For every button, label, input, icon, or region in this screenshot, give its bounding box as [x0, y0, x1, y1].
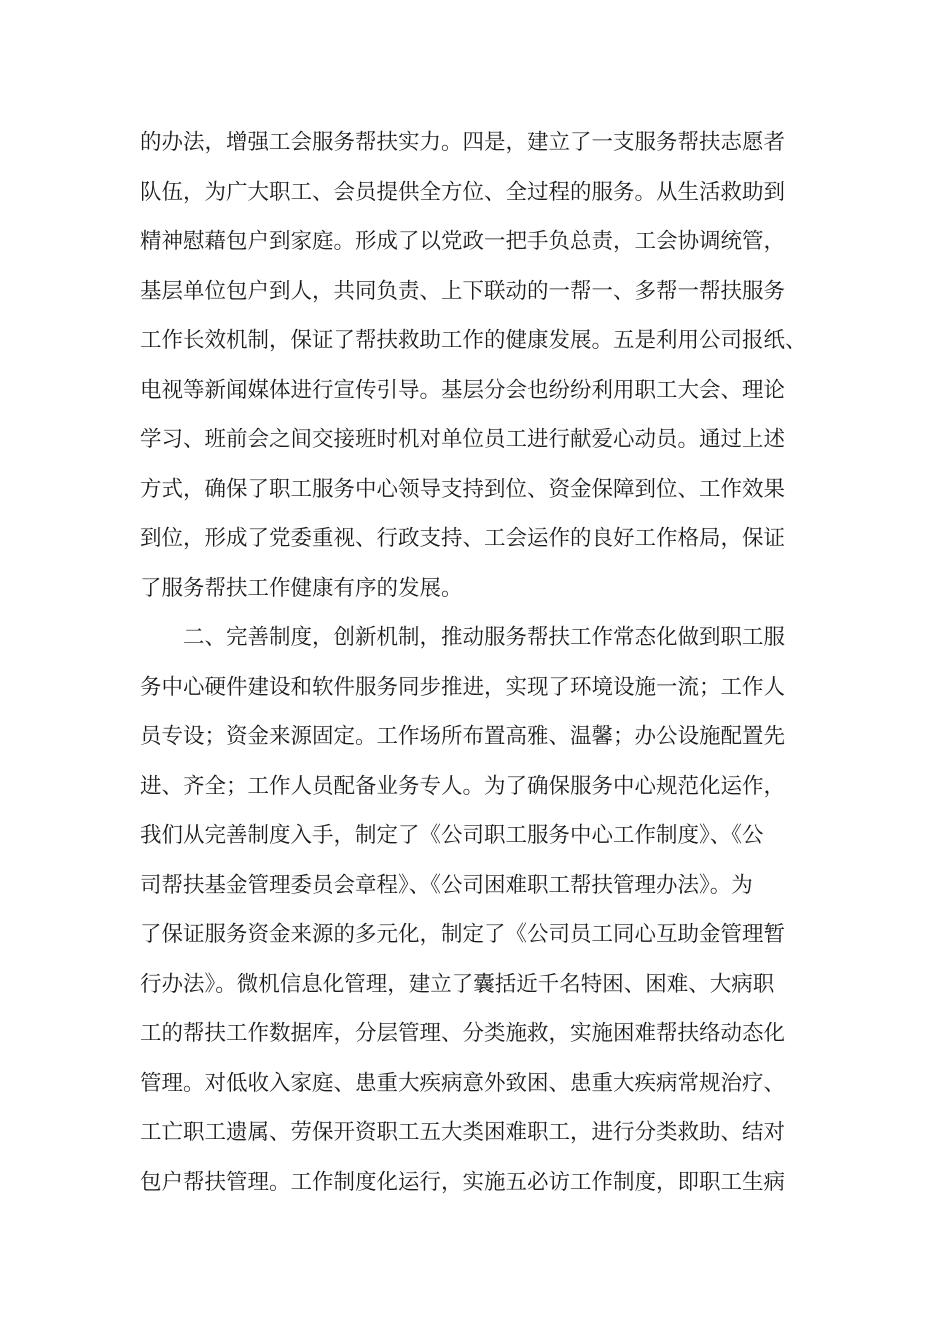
text-line: 电视等新闻媒体进行宣传引导。基层分会也纷纷利用职工大会、理论 — [140, 377, 786, 403]
text-line: 到位，形成了党委重视、行政支持、工会运作的良好工作格局，保证 — [140, 526, 786, 551]
text-line: 行办法》。微机信息化管理，建立了囊括近千名特困、困难、大病职 — [140, 971, 775, 997]
text-line: 学习、班前会之间交接班时机对单位员工进行献爱心动员。通过上述 — [140, 427, 786, 452]
body-text — [140, 118, 830, 1207]
text-line: 务中心硬件建设和软件服务同步推进，实现了环境设施一流；工作人 — [140, 674, 786, 700]
text-line: 工亡职工遗属、劳保开资职工五大类困难职工，进行分类救助、结对 — [140, 1120, 786, 1145]
text-line: 管理。对低收入家庭、患重大疾病意外致困、患重大疾病常规治疗、 — [140, 1070, 786, 1096]
text-line: 包户帮扶管理。工作制度化运行，实施五必访工作制度，即职工生病 — [140, 1169, 786, 1195]
text-line: 司帮扶基金管理委员会章程》、《公司困难职工帮扶管理办法》。为 — [140, 872, 753, 898]
paragraph-first-line: 二、完善制度，创新机制，推动服务帮扶工作常态化做到职工服 — [183, 625, 786, 650]
text-line: 我们从完善制度入手，制定了《公司职工服务中心工作制度》、《公 — [140, 823, 764, 848]
text-line: 了服务帮扶工作健康有序的发展。 — [140, 575, 463, 601]
text-line: 了保证服务资金来源的多元化，制定了《公司员工同心互助金管理暂 — [140, 922, 786, 947]
text-line: 的办法，增强工会服务帮扶实力。四是，建立了一支服务帮扶志愿者 — [140, 130, 786, 155]
text-line: 员专设；资金来源固定。工作场所布置高雅、温馨；办公设施配置先 — [140, 724, 786, 749]
text-line: 方式，确保了职工服务中心领导支持到位、资金保障到位、工作效果 — [140, 476, 786, 502]
text-line: 工作长效机制，保证了帮扶救助工作的健康发展。五是利用公司报纸、 — [140, 328, 807, 353]
text-line: 队伍，为广大职工、会员提供全方位、全过程的服务。从生活救助到 — [140, 179, 786, 205]
text-line: 精神慰藉包户到家庭。形成了以党政一把手负总责，工会协调统管， — [140, 229, 786, 254]
text-line: 基层单位包户到人，共同负责、上下联动的一帮一、多帮一帮扶服务 — [140, 278, 786, 304]
text-line: 工的帮扶工作数据库，分层管理、分类施救，实施困难帮扶络动态化 — [140, 1021, 786, 1046]
text-line: 进、齐全；工作人员配备业务专人。为了确保服务中心规范化运作， — [140, 773, 786, 799]
